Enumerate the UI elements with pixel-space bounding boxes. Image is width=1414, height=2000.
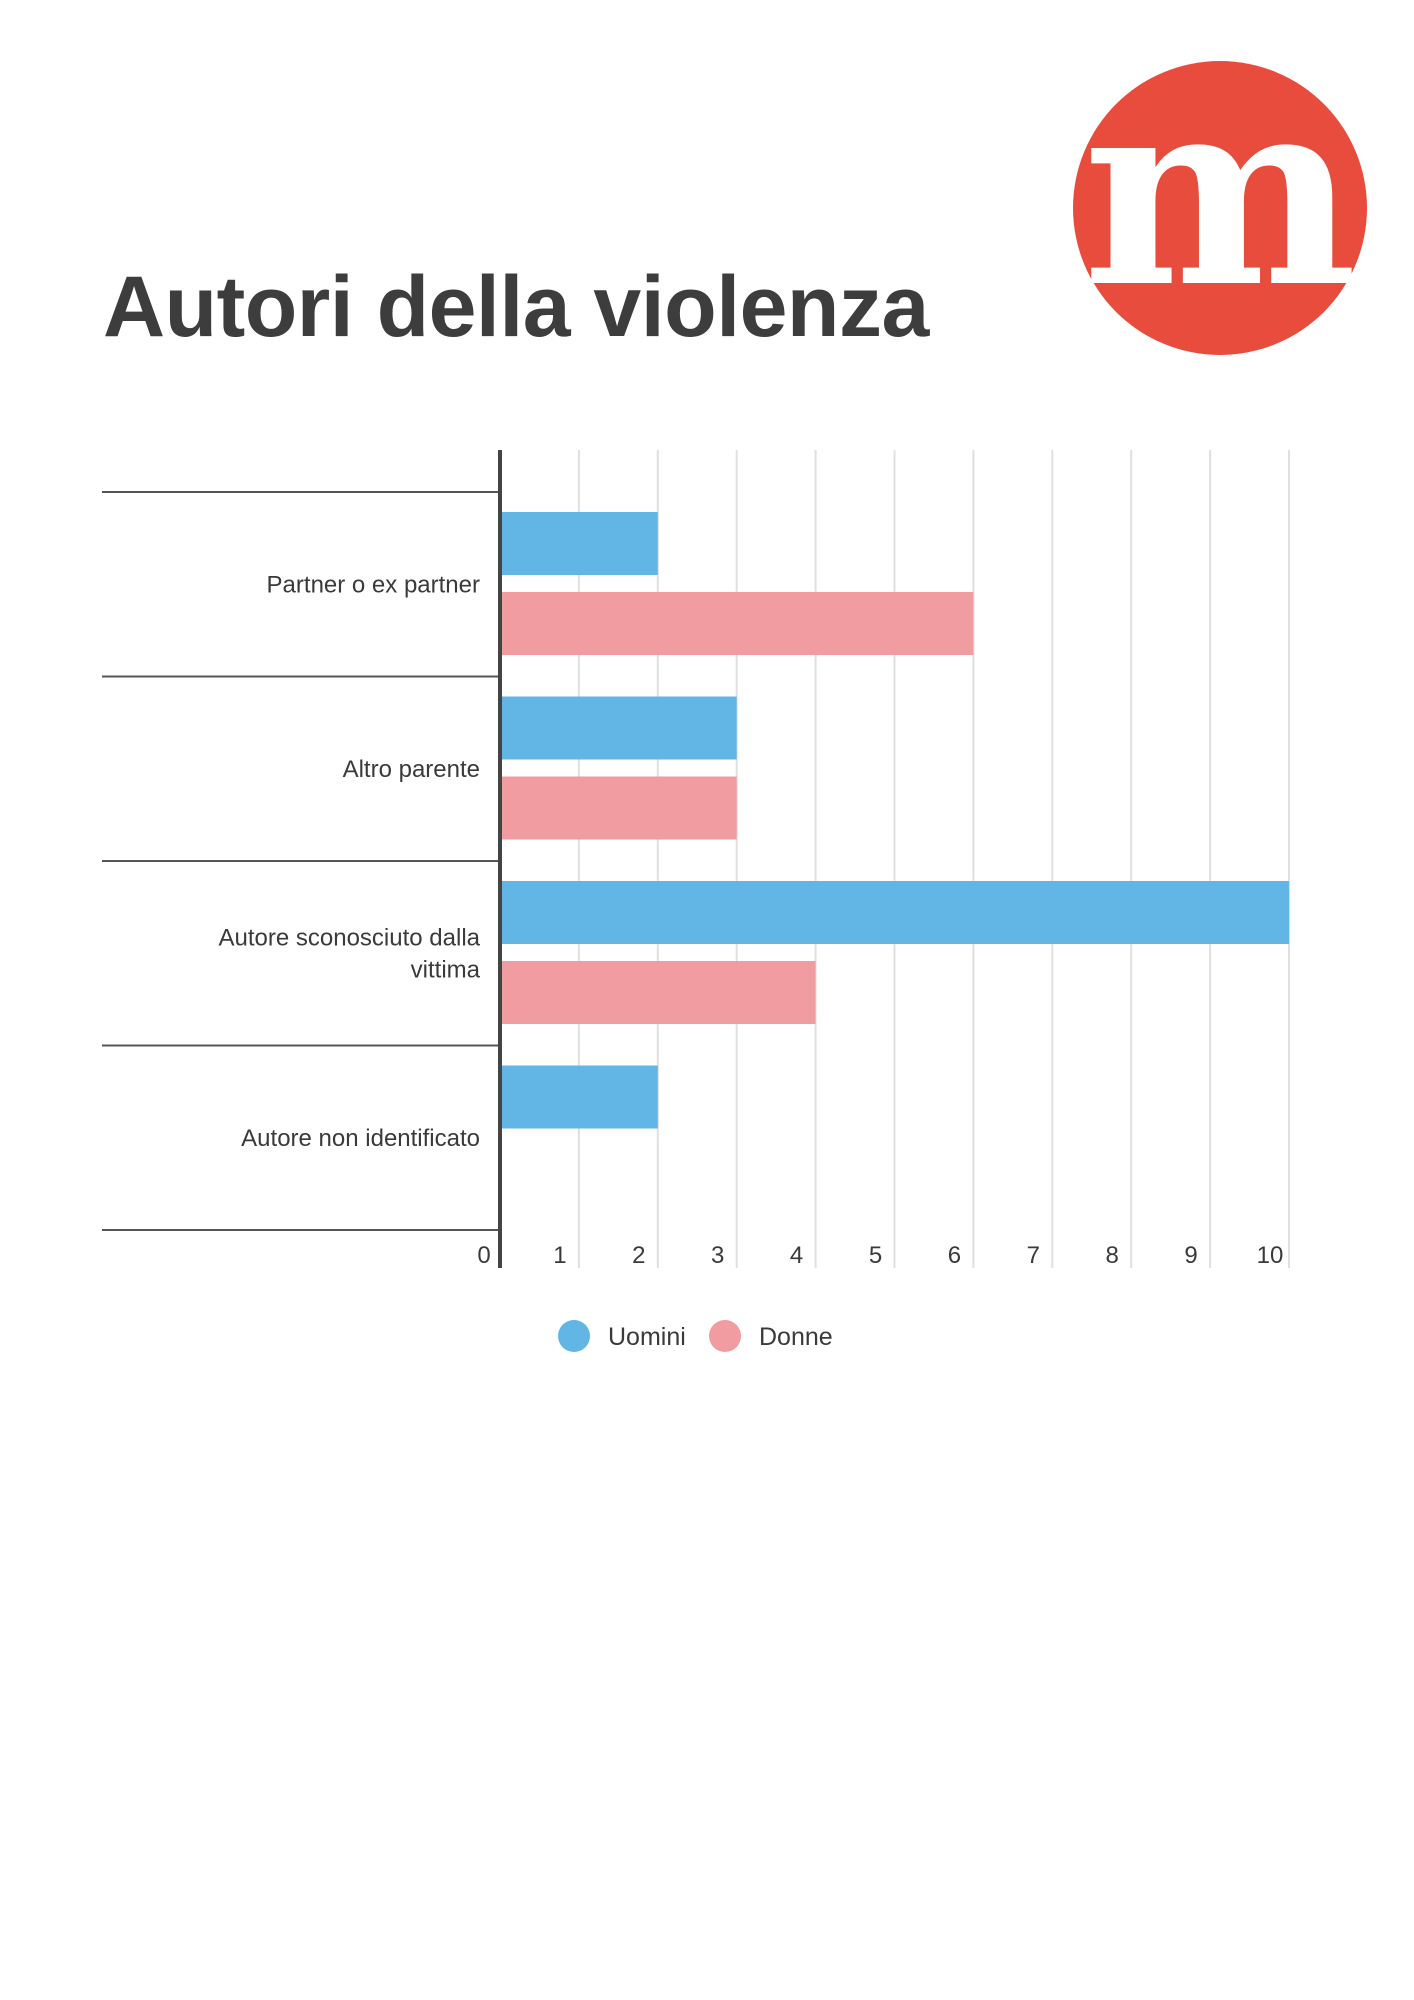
category-label: Autore non identificato: [241, 1124, 480, 1152]
x-tick-label: 9: [1184, 1242, 1198, 1269]
legend-swatch-donne: [709, 1320, 741, 1352]
bar-uomini: [502, 512, 658, 575]
category-label: Partner o ex partner: [266, 571, 480, 599]
x-tick-label: 3: [711, 1242, 725, 1269]
x-tick-label: 6: [947, 1242, 962, 1269]
x-tick-label: 4: [789, 1242, 804, 1269]
x-tick-label: 0: [477, 1242, 491, 1269]
legend-label-donne: Donne: [759, 1323, 833, 1351]
grid-lines: [579, 450, 1289, 1268]
x-tick-label: 8: [1105, 1242, 1119, 1269]
logo-letter: m: [1082, 61, 1358, 345]
x-tick-label: 5: [868, 1242, 883, 1269]
bar-uomini: [502, 1066, 658, 1129]
x-tick-label: 10: [1256, 1242, 1284, 1269]
x-tick-label: 1: [553, 1242, 567, 1269]
x-tick-labels: [477, 1242, 1283, 1269]
category-label: vittima: [410, 956, 480, 984]
page-title: Autori della violenza: [103, 259, 929, 355]
bar-uomini: [502, 697, 737, 760]
category-separators: [102, 492, 500, 1230]
x-tick-label: 7: [1026, 1242, 1040, 1269]
bar-uomini: [502, 881, 1289, 944]
bar-donne: [502, 961, 816, 1024]
legend-label-uomini: Uomini: [608, 1323, 686, 1351]
x-tick-label: 2: [632, 1242, 646, 1269]
legend-swatch-uomini: [558, 1320, 590, 1352]
bar-donne: [502, 592, 973, 655]
legend: [558, 1320, 833, 1352]
category-label: Altro parente: [342, 755, 480, 783]
bar-donne: [502, 777, 737, 840]
category-label: Autore sconosciuto dalla: [218, 924, 480, 952]
